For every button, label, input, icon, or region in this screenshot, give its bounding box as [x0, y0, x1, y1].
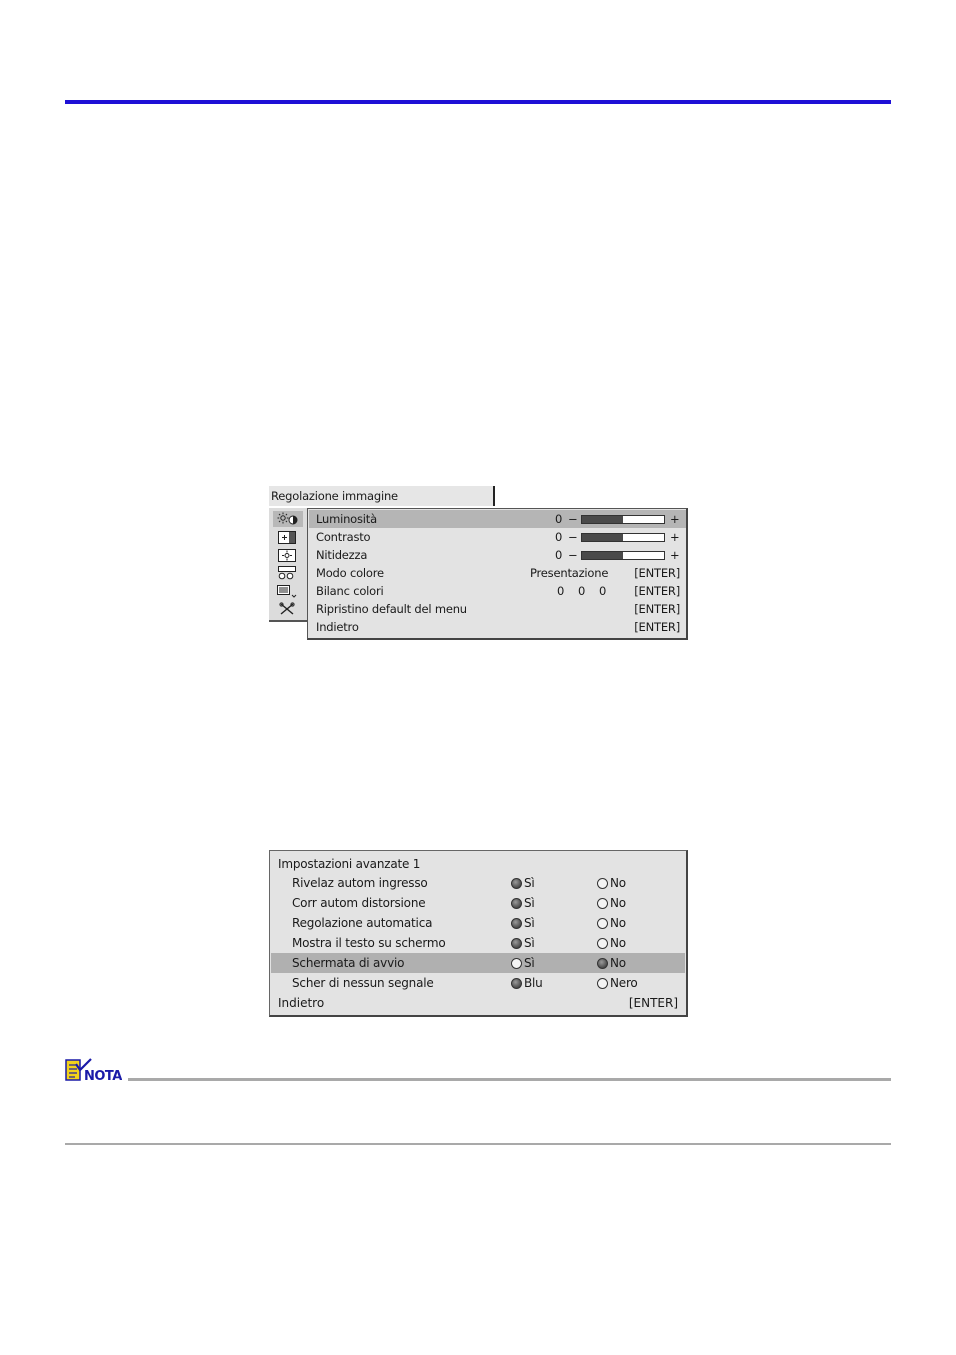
option-a[interactable]	[511, 953, 535, 973]
radio-icon	[597, 878, 608, 889]
slider-fill	[582, 516, 623, 523]
option-b[interactable]	[597, 973, 638, 993]
menu-row-auto-input[interactable]	[271, 873, 685, 893]
increase-button[interactable]: +	[670, 512, 680, 526]
menu-row-sharpness[interactable]	[309, 546, 686, 564]
radio-icon	[511, 878, 522, 889]
row-label: Schermata di avvio	[292, 956, 405, 970]
menu-icon-column	[269, 508, 307, 622]
menu-row-brightness[interactable]	[309, 510, 686, 528]
row-label: Bilanc colori	[316, 584, 384, 598]
option-a[interactable]	[511, 873, 535, 893]
menu-row-startup-screen[interactable]	[271, 953, 685, 973]
option-b[interactable]	[597, 933, 626, 953]
option-b[interactable]	[597, 873, 626, 893]
menu-row-auto-keystone[interactable]	[271, 893, 685, 913]
enter-action[interactable]: [ENTER]	[634, 584, 680, 598]
slider-fill	[582, 534, 623, 541]
option-label: No	[610, 956, 626, 970]
balance-value-b: 0	[599, 584, 607, 598]
screen-settings-icon[interactable]	[275, 583, 299, 599]
enter-action[interactable]: [ENTER]	[628, 996, 678, 1010]
radio-icon	[597, 898, 608, 909]
option-label: Sì	[524, 916, 535, 930]
decrease-button[interactable]: −	[568, 512, 578, 526]
row-label: Ripristino default del menu	[316, 602, 467, 616]
radio-icon	[511, 958, 522, 969]
level-slider[interactable]	[581, 551, 665, 560]
header-rule	[65, 100, 891, 104]
row-label: Mostra il testo su schermo	[292, 936, 446, 950]
option-b[interactable]	[597, 913, 626, 933]
menu-row-contrast[interactable]	[309, 528, 686, 546]
option-label: Blu	[524, 976, 543, 990]
menu-title: Regolazione immagine	[269, 486, 495, 506]
balance-value-r: 0	[557, 584, 565, 598]
menu-row-auto-adjust[interactable]	[271, 913, 685, 933]
contrast-screen-icon[interactable]	[275, 529, 299, 545]
sharpness-icon[interactable]	[275, 547, 299, 563]
row-label: Indietro	[316, 620, 359, 634]
level-slider[interactable]	[581, 533, 665, 542]
radio-icon	[597, 938, 608, 949]
option-label: Sì	[524, 936, 535, 950]
option-label: Sì	[524, 956, 535, 970]
menu-title: Impostazioni avanzate 1	[278, 857, 421, 871]
menu-row-onscreen-text[interactable]	[271, 933, 685, 953]
nota-rule	[128, 1078, 891, 1081]
radio-icon	[511, 978, 522, 989]
enter-action[interactable]: [ENTER]	[634, 620, 680, 634]
decrease-button[interactable]: −	[568, 530, 578, 544]
back-label[interactable]: Indietro	[278, 996, 325, 1010]
menu-row-color-mode[interactable]	[309, 564, 686, 582]
row-value: 0	[555, 512, 563, 526]
row-label: Nitidezza	[316, 548, 368, 562]
option-a[interactable]	[511, 933, 535, 953]
decrease-button[interactable]: −	[568, 548, 578, 562]
radio-icon	[597, 918, 608, 929]
slider-fill	[582, 552, 623, 559]
radio-icon	[597, 978, 608, 989]
enter-action[interactable]: [ENTER]	[634, 602, 680, 616]
increase-button[interactable]: +	[670, 530, 680, 544]
option-label: Nero	[610, 976, 638, 990]
row-label: Regolazione automatica	[292, 916, 433, 930]
row-label: Contrasto	[316, 530, 371, 544]
row-label: Modo colore	[316, 566, 384, 580]
option-a[interactable]	[511, 893, 535, 913]
menu-row-reset[interactable]	[309, 600, 686, 618]
radio-icon	[511, 898, 522, 909]
row-label: Corr autom distorsione	[292, 896, 426, 910]
row-label: Scher di nessun segnale	[292, 976, 434, 990]
option-a[interactable]	[511, 913, 535, 933]
tools-icon[interactable]	[275, 601, 299, 617]
increase-button[interactable]: +	[670, 548, 680, 562]
menu-row-color-balance[interactable]	[309, 582, 686, 600]
color-mode-icon[interactable]	[275, 565, 299, 581]
nota-label: NOTA	[84, 1069, 122, 1084]
enter-action[interactable]: [ENTER]	[634, 566, 680, 580]
balance-value-g: 0	[578, 584, 586, 598]
menu-row-no-signal-screen[interactable]	[271, 973, 685, 993]
radio-icon	[511, 938, 522, 949]
bottom-rule	[65, 1143, 891, 1145]
option-label: No	[610, 916, 626, 930]
brightness-contrast-icon[interactable]	[273, 511, 303, 527]
option-label: Sì	[524, 876, 535, 890]
row-value: 0	[555, 530, 563, 544]
option-b[interactable]	[597, 893, 626, 913]
advanced-settings-menu	[269, 850, 688, 1017]
menu-row-back[interactable]	[309, 618, 686, 636]
option-label: No	[610, 936, 626, 950]
row-label: Rivelaz autom ingresso	[292, 876, 428, 890]
option-label: Sì	[524, 896, 535, 910]
option-b[interactable]	[597, 953, 626, 973]
row-value: Presentazione	[530, 566, 609, 580]
image-adjust-menu	[307, 508, 688, 640]
radio-icon	[597, 958, 608, 969]
nota-icon	[64, 1058, 122, 1084]
option-label: No	[610, 876, 626, 890]
option-label: No	[610, 896, 626, 910]
radio-icon	[511, 918, 522, 929]
option-a[interactable]	[511, 973, 543, 993]
row-label: Luminosità	[316, 512, 377, 526]
row-value: 0	[555, 548, 563, 562]
level-slider[interactable]	[581, 515, 665, 524]
